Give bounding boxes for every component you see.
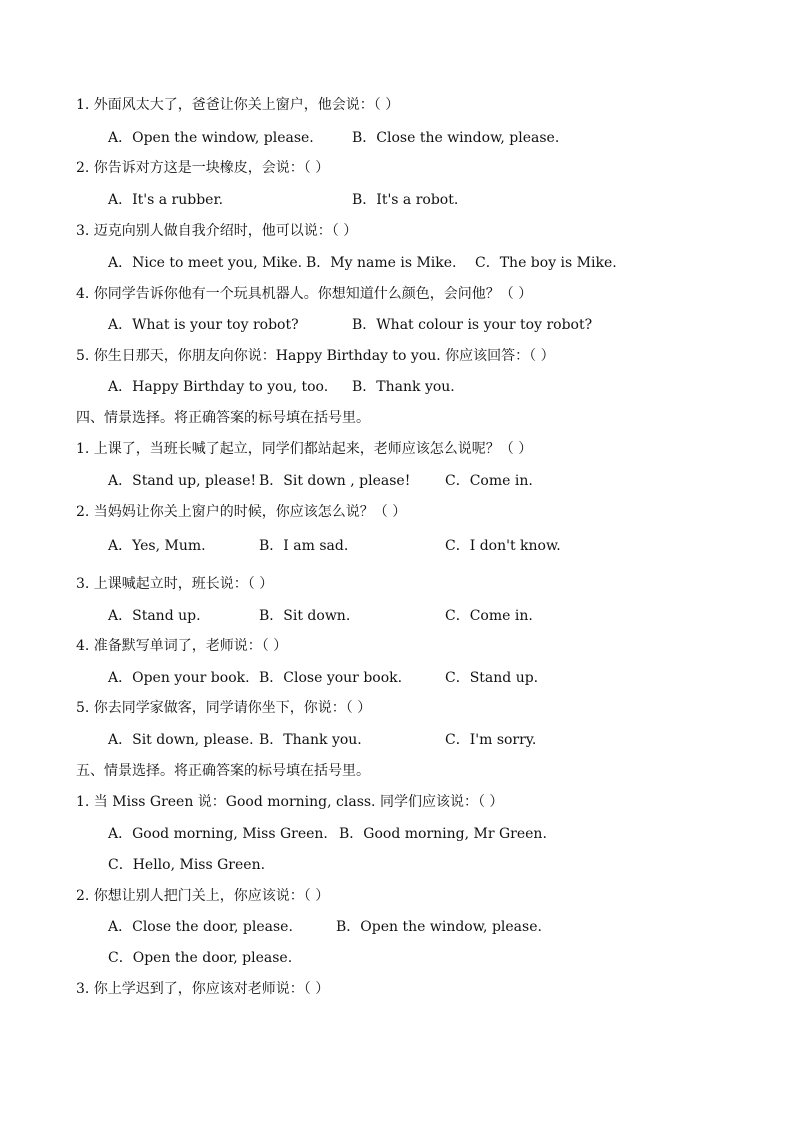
question-s5-3: 3. 你上学迟到了，你应该对老师说：（ ） — [76, 981, 330, 997]
option-s3-2-a: A．It's a rubber. — [108, 192, 224, 208]
question-s4-4: 4. 准备默写单词了，老师说：（ ） — [76, 638, 288, 654]
question-s4-2: 2. 当妈妈让你关上窗户的时候，你应该怎么说？（ ） — [76, 504, 407, 520]
option-s5-1-a: A．Good morning, Miss Green. — [108, 826, 328, 842]
question-s3-3: 3. 迈克向别人做自我介绍时，他可以说：（ ） — [76, 223, 358, 239]
option-s4-3-b: B．Sit down. — [259, 608, 351, 624]
option-s3-5-b: B．Thank you. — [352, 379, 455, 395]
option-s5-2-c: C．Open the door, please. — [108, 950, 293, 966]
option-s4-1-b: B．Sit down , please! — [259, 473, 411, 489]
option-s4-4-c: C．Stand up. — [445, 670, 539, 686]
option-s4-4-b: B．Close your book. — [259, 670, 403, 686]
option-s4-2-a: A．Yes, Mum. — [108, 538, 206, 554]
option-s5-2-a: A．Close the door, please. — [108, 919, 293, 935]
option-s3-1-b: B．Close the window, please. — [352, 130, 560, 146]
question-s3-4: 4. 你同学告诉你他有一个玩具机器人。你想知道什么颜色，会问他？（ ） — [76, 286, 533, 302]
option-s3-3-c: C．The boy is Mike. — [475, 255, 617, 271]
option-s5-1-b: B．Good morning, Mr Green. — [339, 826, 547, 842]
option-s4-3-a: A．Stand up. — [108, 608, 201, 624]
option-s5-2-b: B．Open the window, please. — [336, 919, 542, 935]
section-4-heading: 四、情景选择。将正确答案的标号填在括号里。 — [76, 410, 370, 426]
option-s3-5-a: A．Happy Birthday to you, too. — [108, 379, 329, 395]
question-s4-1: 1. 上课了，当班长喊了起立，同学们都站起来，老师应该怎么说呢？（ ） — [76, 441, 533, 457]
question-s3-2: 2. 你告诉对方这是一块橡皮，会说：（ ） — [76, 160, 330, 176]
question-s4-5: 5. 你去同学家做客，同学请你坐下，你说：（ ） — [76, 700, 372, 716]
option-s4-5-b: B．Thank you. — [259, 732, 362, 748]
option-s3-4-a: A．What is your toy robot? — [108, 317, 299, 333]
option-s4-1-a: A．Stand up, please! — [108, 473, 257, 489]
option-s3-3-a: A．Nice to meet you, Mike. — [108, 255, 303, 271]
question-s5-1: 1. 当 Miss Green 说：Good morning, class. 同学们应该说：（ ） — [76, 794, 504, 810]
option-s4-5-a: A．Sit down, please. — [108, 732, 254, 748]
option-s3-4-b: B．What colour is your toy robot? — [352, 317, 593, 333]
question-s3-1: 1. 外面风太大了，爸爸让你关上窗户，他会说：（ ） — [76, 97, 400, 113]
option-s4-3-c: C．Come in. — [445, 608, 533, 624]
section-5-heading: 五、情景选择。将正确答案的标号填在括号里。 — [76, 763, 370, 779]
option-s3-3-b: B．My name is Mike. — [306, 255, 457, 271]
option-s4-4-a: A．Open your book. — [108, 670, 250, 686]
option-s4-2-b: B．I am sad. — [259, 538, 349, 554]
option-s3-2-b: B．It's a robot. — [352, 192, 459, 208]
question-s4-3: 3. 上课喊起立时，班长说：（ ） — [76, 576, 274, 592]
option-s4-1-c: C．Come in. — [445, 473, 533, 489]
option-s5-1-c: C．Hello, Miss Green. — [108, 857, 266, 873]
question-s3-5: 5. 你生日那天，你朋友向你说：Happy Birthday to you. 你应该回答：（ ） — [76, 348, 555, 364]
question-s5-2: 2. 你想让别人把门关上，你应该说：（ ） — [76, 888, 330, 904]
option-s3-1-a: A．Open the window, please. — [108, 130, 314, 146]
option-s4-5-c: C．I'm sorry. — [445, 732, 537, 748]
option-s4-2-c: C．I don't know. — [445, 538, 561, 554]
